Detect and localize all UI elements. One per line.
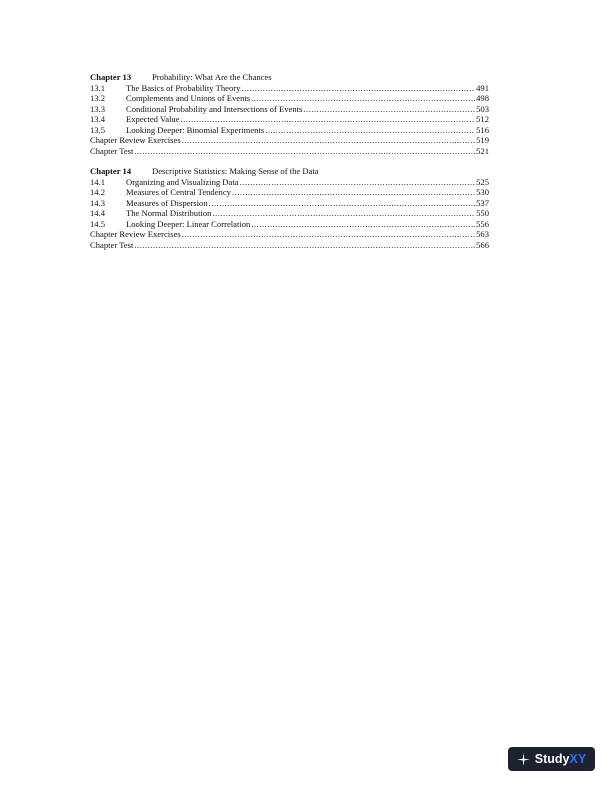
- section-title: Looking Deeper: Binomial Experiments: [126, 124, 265, 135]
- dot-leader: [182, 229, 475, 240]
- section-number: 13.4: [90, 114, 106, 124]
- toc-entry[interactable]: [90, 135, 489, 146]
- page-number: 516: [476, 124, 489, 135]
- page-number: 519: [476, 135, 489, 145]
- dot-leader: [240, 177, 476, 188]
- dot-leader: [134, 240, 475, 251]
- toc-entry[interactable]: [90, 146, 489, 157]
- page-number: 512: [476, 114, 489, 124]
- page-number: 521: [476, 145, 489, 156]
- dot-leader: [265, 125, 475, 136]
- section-title: Looking Deeper: Linear Correlation: [126, 218, 251, 229]
- chapter-number: Chapter 14: [90, 166, 132, 176]
- toc-entry[interactable]: [90, 93, 489, 104]
- dot-leader: [303, 104, 475, 115]
- chapter-13: [90, 72, 489, 156]
- dot-leader: [181, 114, 476, 125]
- section-title: Chapter Test: [90, 239, 134, 250]
- section-title: Measures of Central Tendency: [126, 187, 231, 197]
- toc-entry[interactable]: [90, 177, 489, 188]
- chapter-number: Chapter 13: [90, 72, 132, 82]
- page-number: 563: [476, 229, 489, 239]
- dot-leader: [134, 146, 475, 157]
- section-number: 13.5: [90, 124, 106, 135]
- section-title: Organizing and Visualizing Data: [126, 176, 239, 187]
- section-number: 14.2: [90, 187, 106, 197]
- toc-entry[interactable]: [90, 104, 489, 115]
- section-title: The Basics of Probability Theory: [126, 82, 241, 93]
- page-number: 525: [476, 176, 489, 187]
- section-number: 14.5: [90, 218, 106, 229]
- section-number: 13.1: [90, 82, 106, 93]
- toc-entry[interactable]: [90, 198, 489, 209]
- section-title: Complements and Unions of Events: [126, 93, 251, 103]
- chapter-heading: [90, 166, 489, 177]
- section-number: 13.3: [90, 103, 106, 114]
- dot-leader: [209, 198, 475, 209]
- section-number: 13.2: [90, 93, 106, 103]
- section-title: The Normal Distribution: [126, 208, 212, 218]
- page-number: 530: [476, 187, 489, 197]
- section-number: 14.1: [90, 176, 106, 187]
- section-number: 14.4: [90, 208, 106, 218]
- page-number: 550: [476, 208, 489, 218]
- dot-leader: [212, 208, 475, 219]
- page-number: 491: [476, 82, 489, 93]
- toc-entry[interactable]: [90, 229, 489, 240]
- section-title: Chapter Review Exercises: [90, 135, 181, 145]
- table-of-contents: [90, 72, 489, 260]
- page-number: 537: [476, 197, 489, 208]
- section-title: Expected Value: [126, 114, 180, 124]
- chapter-heading: [90, 72, 489, 83]
- toc-entry[interactable]: [90, 83, 489, 94]
- toc-entry[interactable]: [90, 187, 489, 198]
- page-number: 556: [476, 218, 489, 229]
- dot-leader: [232, 187, 475, 198]
- chapter-14: [90, 166, 489, 250]
- toc-entry[interactable]: [90, 240, 489, 251]
- page-number: 566: [476, 239, 489, 250]
- dot-leader: [182, 135, 475, 146]
- toc-entry[interactable]: [90, 219, 489, 230]
- toc-entry[interactable]: [90, 125, 489, 136]
- dot-leader: [251, 219, 475, 230]
- section-title: Chapter Test: [90, 145, 134, 156]
- dot-leader: [251, 93, 475, 104]
- toc-entry[interactable]: [90, 208, 489, 219]
- section-title: Chapter Review Exercises: [90, 229, 181, 239]
- studyxy-badge[interactable]: [508, 747, 595, 771]
- plus-sparkle-icon: [517, 753, 530, 766]
- chapter-title: Probability: What Are the Chances: [152, 72, 272, 82]
- toc-entry[interactable]: [90, 114, 489, 125]
- brand-name: Study: [534, 752, 570, 766]
- dot-leader: [241, 83, 475, 94]
- page-number: 503: [476, 103, 489, 114]
- section-number: 14.3: [90, 197, 106, 208]
- chapter-title: Descriptive Statistics: Making Sense of the Data: [152, 166, 319, 176]
- page-number: 498: [476, 93, 489, 103]
- brand-accent: XY: [569, 752, 587, 766]
- section-title: Measures of Dispersion: [126, 197, 208, 208]
- section-title: Conditional Probability and Intersections of Events: [126, 103, 303, 114]
